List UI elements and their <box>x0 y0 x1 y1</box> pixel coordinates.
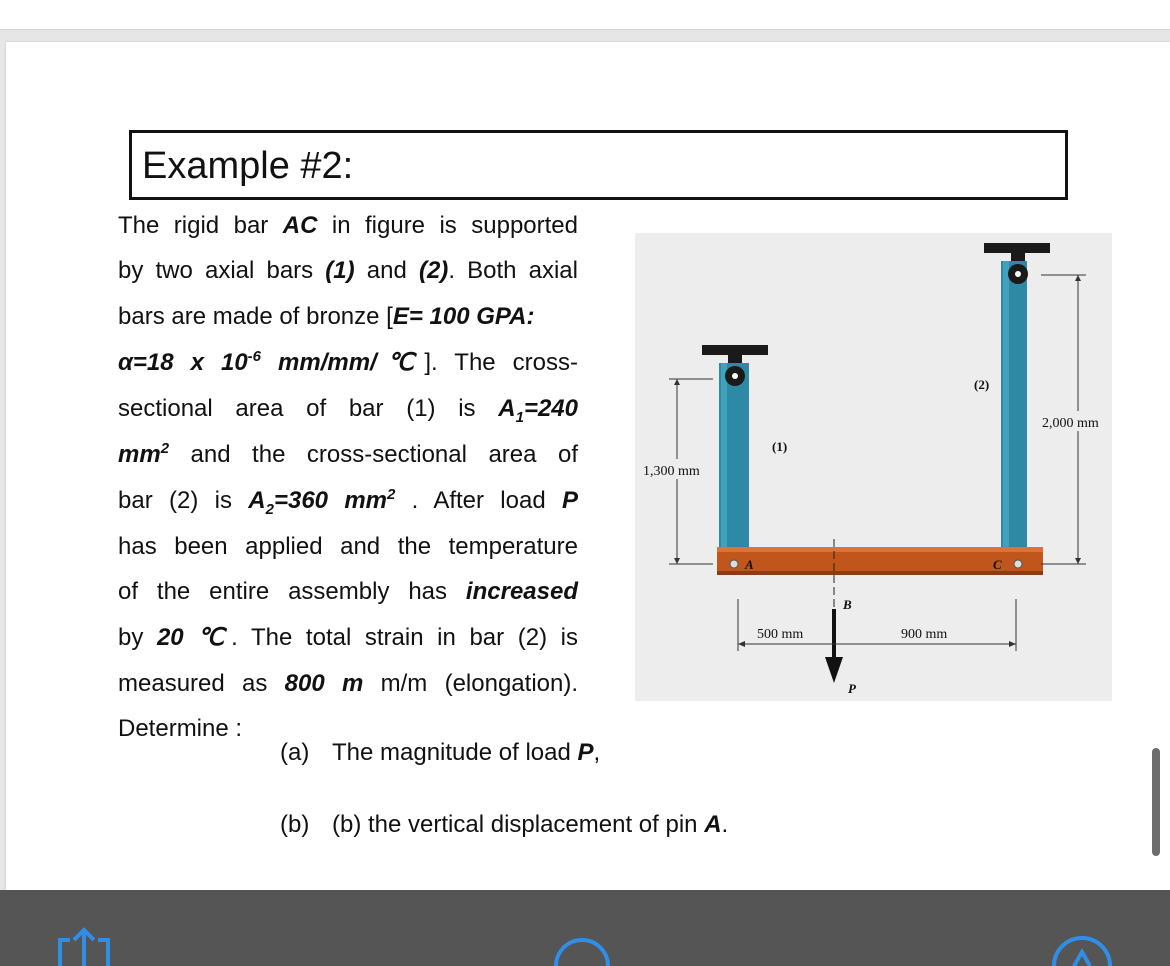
text-run: , <box>593 739 601 766</box>
ab-distance-label: 500 mm <box>757 627 804 642</box>
subscript: 2 <box>265 500 274 518</box>
problem-figure <box>635 233 1112 701</box>
load-arrowhead <box>825 657 843 683</box>
text-run: (b) the vertical displacement of pin <box>332 811 705 838</box>
text-run: . The total strain in bar (2) is <box>231 624 578 651</box>
question-label: (b) <box>280 811 310 838</box>
bar2-support <box>984 243 1050 253</box>
example-title: Example #2: <box>142 145 354 187</box>
statement-line <box>118 533 578 561</box>
bold-run: AC <box>282 212 318 239</box>
subscript: 1 <box>515 408 524 426</box>
top-strip <box>0 0 1170 30</box>
statement-line <box>118 441 578 469</box>
bar2-label: (2) <box>974 377 990 392</box>
pin-a <box>730 560 738 568</box>
text-run: in figure is supported <box>317 212 579 239</box>
bc-distance-label: 900 mm <box>901 627 948 642</box>
bar1-support <box>702 345 768 355</box>
search-icon[interactable] <box>552 934 612 966</box>
statement-line <box>118 349 578 377</box>
bold-italic-run: A <box>248 487 266 514</box>
bold-italic-run: A <box>704 811 722 838</box>
bold-italic-run: A <box>498 395 516 422</box>
text-run: has been applied and the temperature <box>118 533 578 560</box>
bold-italic-run: P <box>577 739 594 766</box>
statement-line <box>118 212 578 240</box>
pin-c <box>1014 560 1022 568</box>
question-label: (a) <box>280 739 310 766</box>
statement-line <box>118 578 578 606</box>
bar1-length-label: 1,300 mm <box>643 464 700 479</box>
statement-line <box>118 624 578 652</box>
text-run: and <box>354 257 419 284</box>
statement-line <box>118 670 578 698</box>
text-run: and the cross-sectional area of <box>169 441 578 468</box>
superscript: -6 <box>247 348 262 365</box>
text-run: by two axial bars <box>118 257 326 284</box>
bold-italic-run: P <box>562 487 579 514</box>
bold-italic-run: =360 mm <box>273 487 388 514</box>
pin-a-label: A <box>745 557 754 572</box>
bold-italic-run: =240 <box>523 395 578 422</box>
bar2-length-label: 2,000 mm <box>1042 416 1099 431</box>
text-run: . After load <box>395 487 562 514</box>
superscript: 2 <box>387 486 396 503</box>
text-run: The magnitude of load <box>332 739 578 766</box>
statement-line <box>118 303 578 331</box>
text-run: of the entire assembly has <box>118 578 466 605</box>
bottom-toolbar <box>0 890 1170 966</box>
bold-italic-run: (1) <box>325 257 355 284</box>
share-icon[interactable] <box>52 926 116 966</box>
bold-italic-run: 20 ℃ <box>156 624 232 651</box>
point-b-label: B <box>843 597 852 612</box>
bar1-label: (1) <box>772 439 788 454</box>
text-run: bars are made of bronze [ <box>118 303 393 330</box>
superscript: 2 <box>160 440 170 457</box>
bar1-top-pin <box>732 373 738 379</box>
text-run: bar (2) is <box>118 487 249 514</box>
bold-italic-run: E= 100 GPA: <box>392 303 535 330</box>
text-run: . Both axial <box>448 257 578 284</box>
text-run: . <box>721 811 729 838</box>
text-run: ]. The cross- <box>424 349 578 376</box>
statement-line <box>118 257 578 285</box>
question-item <box>280 811 728 839</box>
bold-italic-run: mm/mm/℃ <box>261 349 425 376</box>
navigate-up-icon[interactable] <box>1050 934 1114 966</box>
statement-line <box>118 395 578 426</box>
text-run: Determine : <box>118 715 243 742</box>
text-run: The rigid bar <box>118 212 283 239</box>
bar2-top-pin <box>1015 271 1021 277</box>
load-label: P <box>848 681 856 696</box>
text-run: measured as <box>118 670 285 697</box>
example-title-box <box>129 130 1068 200</box>
text-run: by <box>118 624 157 651</box>
figure-drawing <box>635 233 1112 701</box>
text-run: m/m (elongation). <box>363 670 578 697</box>
bold-italic-run: mm <box>118 441 161 468</box>
bold-italic-run: 800 m <box>284 670 364 697</box>
text-run: sectional area of bar (1) is <box>118 395 499 422</box>
statement-line <box>118 486 579 518</box>
question-item <box>280 739 600 767</box>
pin-c-label: C <box>993 557 1002 572</box>
bold-italic-run: (2) <box>418 257 449 284</box>
vertical-scrollbar[interactable] <box>1152 748 1160 856</box>
bold-italic-run: increased <box>465 578 578 605</box>
bold-italic-run: α=18 x 10 <box>118 349 248 376</box>
